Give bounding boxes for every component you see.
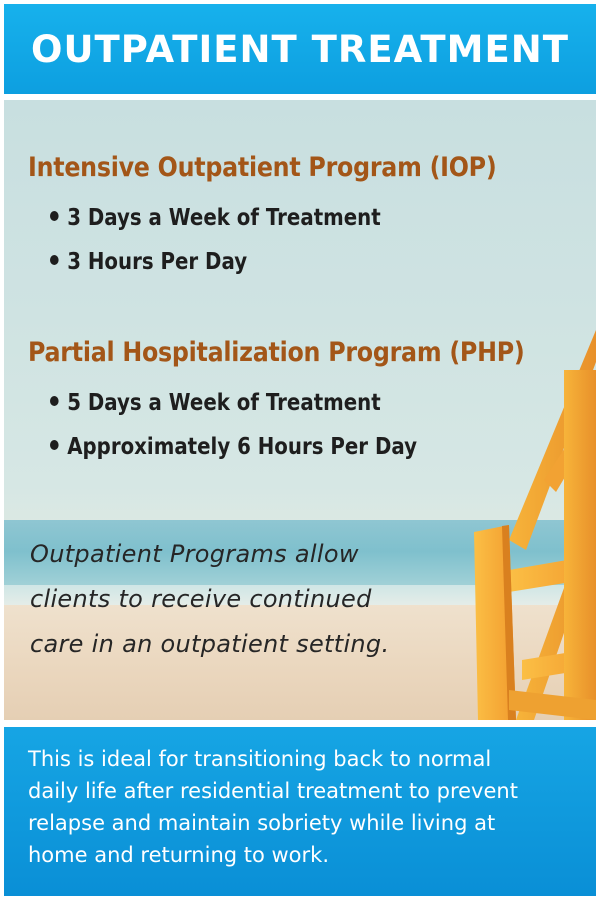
bullet-text: Approximately 6 Hours Per Day [67,434,417,460]
iop-title: Intensive Outpatient Program (IOP) [28,152,497,183]
bullet-dot-icon [50,440,59,450]
beach-scene [4,100,596,720]
bullet-text: 5 Days a Week of Treatment [67,390,381,416]
bullet-dot-icon [50,211,59,221]
php-title: Partial Hospitalization Program (PHP) [28,337,525,368]
iop-section [28,148,588,284]
footer-line: This is ideal for transitioning back to normal [28,747,492,771]
list-item [50,425,513,469]
bullet-text: 3 Days a Week of Treatment [67,205,381,231]
footer-line: daily life after residential treatment to prevent [28,779,518,803]
tagline-line: Outpatient Programs allow [30,540,359,568]
list-item [50,240,513,284]
footer-description [28,743,588,871]
footer-line: home and returning to work. [28,843,330,867]
bullet-text: 3 Hours Per Day [67,249,248,275]
bullet-dot-icon [50,396,59,406]
page-title: OUTPATIENT TREATMENT [31,27,569,71]
php-bullet-list [28,381,588,469]
list-item [50,196,513,240]
tagline-line: care in an outpatient setting. [30,630,390,658]
php-section [28,333,588,469]
footer-banner [4,727,596,896]
tagline [30,532,480,667]
list-item [50,381,513,425]
bullet-dot-icon [50,255,59,265]
iop-bullet-list [28,196,588,284]
header-banner [4,4,596,94]
footer-line: relapse and maintain sobriety while living at [28,811,496,835]
tagline-line: clients to receive continued [30,585,372,613]
